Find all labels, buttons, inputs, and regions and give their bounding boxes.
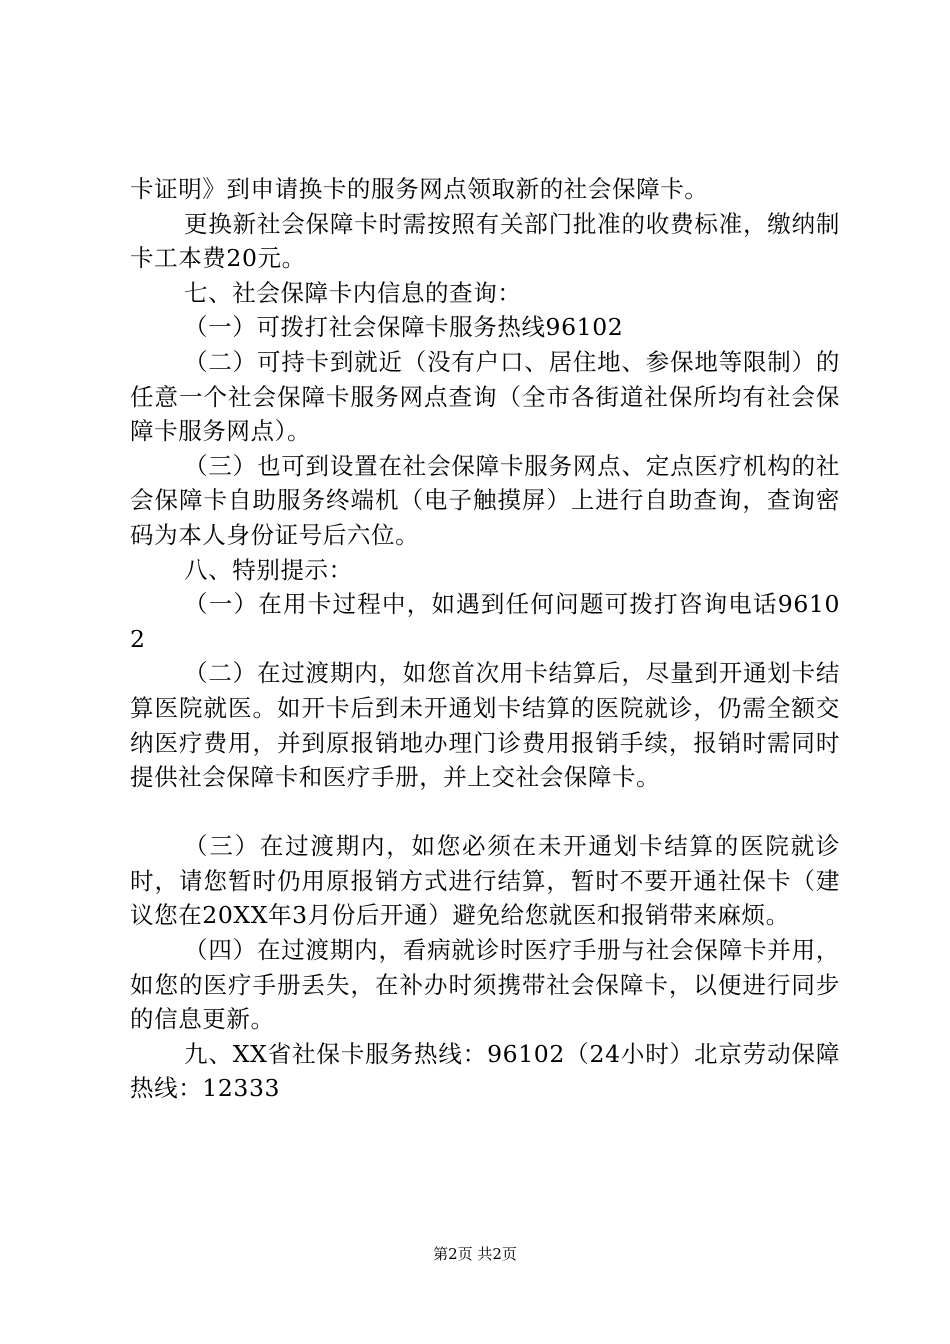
paragraph-hotline: （一）可拨打社会保障卡服务热线96102: [184, 313, 624, 342]
paragraph-service-point-query: （二）可持卡到就近（没有户口、居住地、参保地等限制）的任意一个社会保障卡服务网点查询（全市各街道社保所均有社会保障卡服务网点）。: [130, 347, 840, 446]
paragraph-spacer: [130, 795, 840, 830]
page-footer: 第2页 共2页: [433, 1245, 517, 1263]
document-body: [130, 172, 840, 1106]
paragraph-card-certificate: 卡证明》到申请换卡的服务网点领取新的社会保障卡。: [130, 175, 709, 203]
paragraph-tip-four: （四）在过渡期内，看病就诊时医疗手册与社会保障卡并用，如您的医疗手册丢失，在补办时须携带社会保障卡，以便进行同步的信息更新。: [130, 936, 840, 1034]
heading-section-nine: 九、XX省社保卡服务热线：96102（24小时）北京劳动保障热线：12333: [130, 1039, 840, 1103]
paragraph-self-service-terminal: （三）也可到设置在社会保障卡服务网点、定点医疗机构的社会保障卡自助服务终端机（电子触摸屏）上进行自助查询，查询密码为本人身份证号后六位。: [130, 451, 840, 549]
heading-section-eight: 八、特别提示：: [184, 555, 353, 584]
heading-section-seven: 七、社会保障卡内信息的查询：: [184, 278, 522, 307]
paragraph-tip-two: （二）在过渡期内，如您首次用卡结算后，尽量到开通划卡结算医院就医。如开卡后到未开通划卡结算的医院就诊，仍需全额交纳医疗费用，并到原报销地办理门诊费用报销手续，报销时需同时提供社会保障卡和医疗手册，并上交社会保障卡。: [130, 659, 840, 792]
paragraph-tip-one: （一）在用卡过程中，如遇到任何问题可拨打咨询电话96102: [130, 590, 840, 653]
paragraph-replacement-fee: 更换新社会保障卡时需按照有关部门批准的收费标准，缴纳制卡工本费20元。: [130, 209, 840, 273]
paragraph-tip-three: （三）在过渡期内，如您必须在未开通划卡结算的医院就诊时，请您暂时仍用原报销方式进行结算，暂时不要开通社保卡（建议您在20XX年3月份后开通）避免给您就医和报销带来麻烦。: [130, 832, 840, 930]
